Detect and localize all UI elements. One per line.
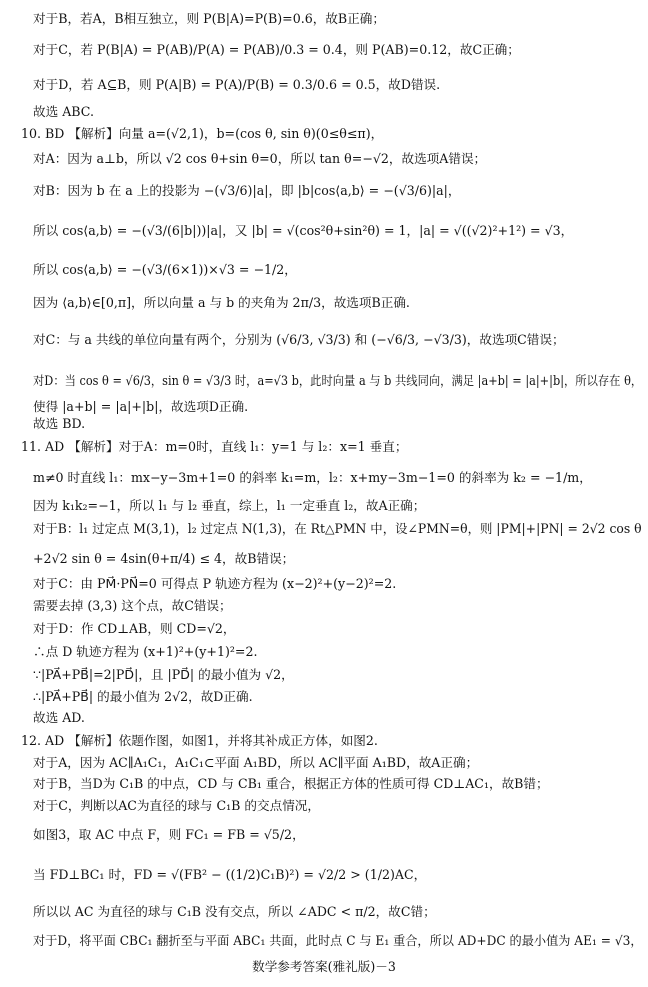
text-line: 对A：因为 a⊥b，所以 √2 cos θ+sin θ=0，所以 tan θ=−√2，故选项A错误； bbox=[33, 151, 487, 166]
text-line: 对D：当 cos θ = √6/3，sin θ = √3/3 时，a=√3 b，此时向量 a 与 b 共线同向，满足 |a+b| = |a|+|b|，所以存在 θ， bbox=[33, 373, 643, 388]
text-line: 对于D，将平面 CBC₁ 翻折至与平面 ABC₁ 共面，此时点 C 与 E₁ 重合，所以 AD+DC 的最小值为 AE₁ = √3， bbox=[33, 933, 643, 948]
text-line: 对于D，若 A⊆B，则 P(A|B) = P(A)/P(B) = 0.3/0.6 = 0.5，故D错误. bbox=[33, 77, 441, 92]
text-line: 对于C，判断以AC为直径的球与 C₁B 的交点情况， bbox=[33, 798, 320, 813]
text-line: 需要去掉 (3,3) 这个点，故C错误； bbox=[33, 598, 232, 613]
page-footer: 数学参考答案(雅礼版)－3 bbox=[252, 959, 396, 974]
text-line: 所以 cos⟨a,b⟩ = −(√3/(6|b|))|a|，又 |b| = √(cos²θ+sin²θ) = 1，|a| = √((√2)²+1²) = √3， bbox=[33, 223, 574, 238]
text-line: ∴点 D 轨迹方程为 (x+1)²+(y+1)²=2. bbox=[33, 644, 258, 659]
text-line: 故选 ABC. bbox=[33, 104, 94, 119]
text-line: 10. BD 【解析】向量 a=(√2,1)，b=(cos θ, sin θ)(0≤θ≤π)， bbox=[21, 126, 384, 141]
text-line: 对B：因为 b 在 a 上的投影为 −(√3/6)|a|，即 |b|cos⟨a,b⟩ = −(√3/6)|a|， bbox=[33, 183, 461, 198]
text-line: 所以 cos⟨a,b⟩ = −(√3/(6×1))×√3 = −1/2， bbox=[33, 262, 297, 277]
text-line: 12. AD 【解析】依题作图，如图1，并将其补成正方体，如图2. bbox=[21, 733, 378, 748]
text-line: 如图3，取 AC 中点 F，则 FC₁ = FB = √5/2， bbox=[33, 827, 305, 842]
text-line: 对于B，若A，B相互独立，则 P(B|A)=P(B)=0.6，故B正确； bbox=[33, 11, 385, 26]
text-line: 因为 ⟨a,b⟩∈[0,π]，所以向量 a 与 b 的夹角为 2π/3，故选项B正确. bbox=[33, 295, 410, 310]
text-line: 对C：与 a 共线的单位向量有两个，分别为 (√6/3, √3/3) 和 (−√6/3, −√3/3)，故选项C错误； bbox=[33, 332, 565, 347]
text-line: ∴|PA⃗+PB⃗| 的最小值为 2√2，故D正确. bbox=[33, 689, 253, 704]
text-line: 对于D：作 CD⊥AB，则 CD=√2， bbox=[33, 621, 236, 636]
text-line: ∵|PA⃗+PB⃗|=2|PD⃗|，且 |PD⃗| 的最小值为 √2， bbox=[33, 667, 294, 682]
text-line: 对于A，因为 AC∥A₁C₁，A₁C₁⊂平面 A₁BD，所以 AC∥平面 A₁BD，故A正确； bbox=[33, 755, 479, 770]
text-line: m≠0 时直线 l₁：mx−y−3m+1=0 的斜率 k₁=m，l₂：x+my−3m−1=0 的斜率为 k₂ = −1/m， bbox=[33, 470, 592, 485]
text-line: 故选 BD. bbox=[33, 416, 86, 431]
text-line: 对于C：由 PM⃗·PN⃗=0 可得点 P 轨迹方程为 (x−2)²+(y−2)²=2. bbox=[33, 576, 397, 591]
text-line: 故选 AD. bbox=[33, 710, 85, 725]
text-line: 所以以 AC 为直径的球与 C₁B 没有交点，所以 ∠ADC < π/2，故C错； bbox=[33, 904, 436, 919]
text-line: 对于C，若 P(B|A) = P(AB)/P(A) = P(AB)/0.3 = 0.4，则 P(AB)=0.12，故C正确； bbox=[33, 42, 520, 57]
text-line: 对于B：l₁ 过定点 M(3,1)，l₂ 过定点 N(1,3)，在 Rt△PMN 中，设∠PMN=θ，则 |PM|+|PN| = 2√2 cos θ bbox=[33, 521, 642, 536]
text-line: 使得 |a+b| = |a|+|b|，故选项D正确. bbox=[33, 399, 249, 414]
text-line: 对于B，当D为 C₁B 的中点，CD 与 CB₁ 重合，根据正方体的性质可得 CD⊥AC₁，故B错； bbox=[33, 776, 549, 791]
text-line: 因为 k₁k₂=−1，所以 l₁ 与 l₂ 垂直，综上，l₁ 一定垂直 l₂，故A正确； bbox=[33, 498, 426, 513]
text-line: 当 FD⊥BC₁ 时，FD = √(FB² − ((1/2)C₁B)²) = √2/2 > (1/2)AC， bbox=[33, 867, 427, 882]
text-line: 11. AD 【解析】对于A：m=0时，直线 l₁：y=1 与 l₂：x=1 垂直； bbox=[21, 439, 408, 454]
text-line: +2√2 sin θ = 4sin(θ+π/4) ≤ 4，故B错误； bbox=[33, 551, 295, 566]
